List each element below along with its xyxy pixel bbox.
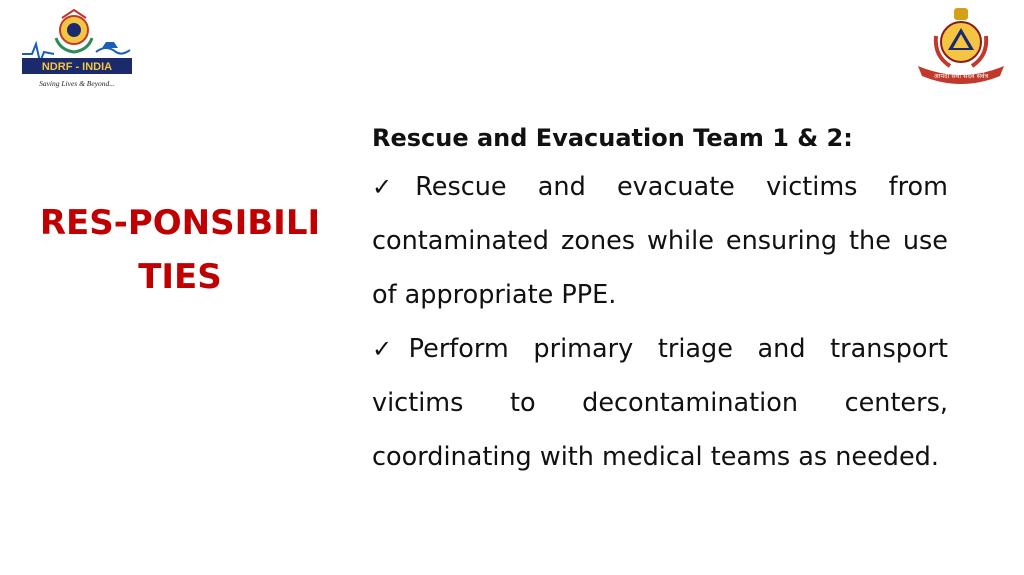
crest-motto: आपदा सेवा सदैव सर्वत्र (933, 72, 989, 80)
checkmark-icon: ✓ (372, 173, 416, 201)
side-title: RES-PONSIBILITIES (39, 203, 321, 297)
checkmark-icon: ✓ (372, 335, 409, 363)
bullet-text: Perform primary triage and transport victims to decontamination centers, coordinating with medical teams as needed. (372, 334, 949, 472)
bullet-item (372, 322, 948, 484)
content-block (372, 116, 948, 484)
team-heading: Rescue and Evacuation Team 1 & 2: (372, 124, 853, 152)
bullet-item (372, 160, 948, 322)
ndrf-crest-logo (910, 6, 1012, 86)
bullet-text: Rescue and evacuate victims from contaminated zones while ensuring the use of appropriate PPE. (372, 172, 949, 310)
ndrf-logo-name: NDRF - INDIA (41, 61, 113, 73)
ndrf-logo-tagline: Saving Lives & Beyond... (39, 79, 115, 88)
ndrf-india-logo (18, 8, 136, 92)
